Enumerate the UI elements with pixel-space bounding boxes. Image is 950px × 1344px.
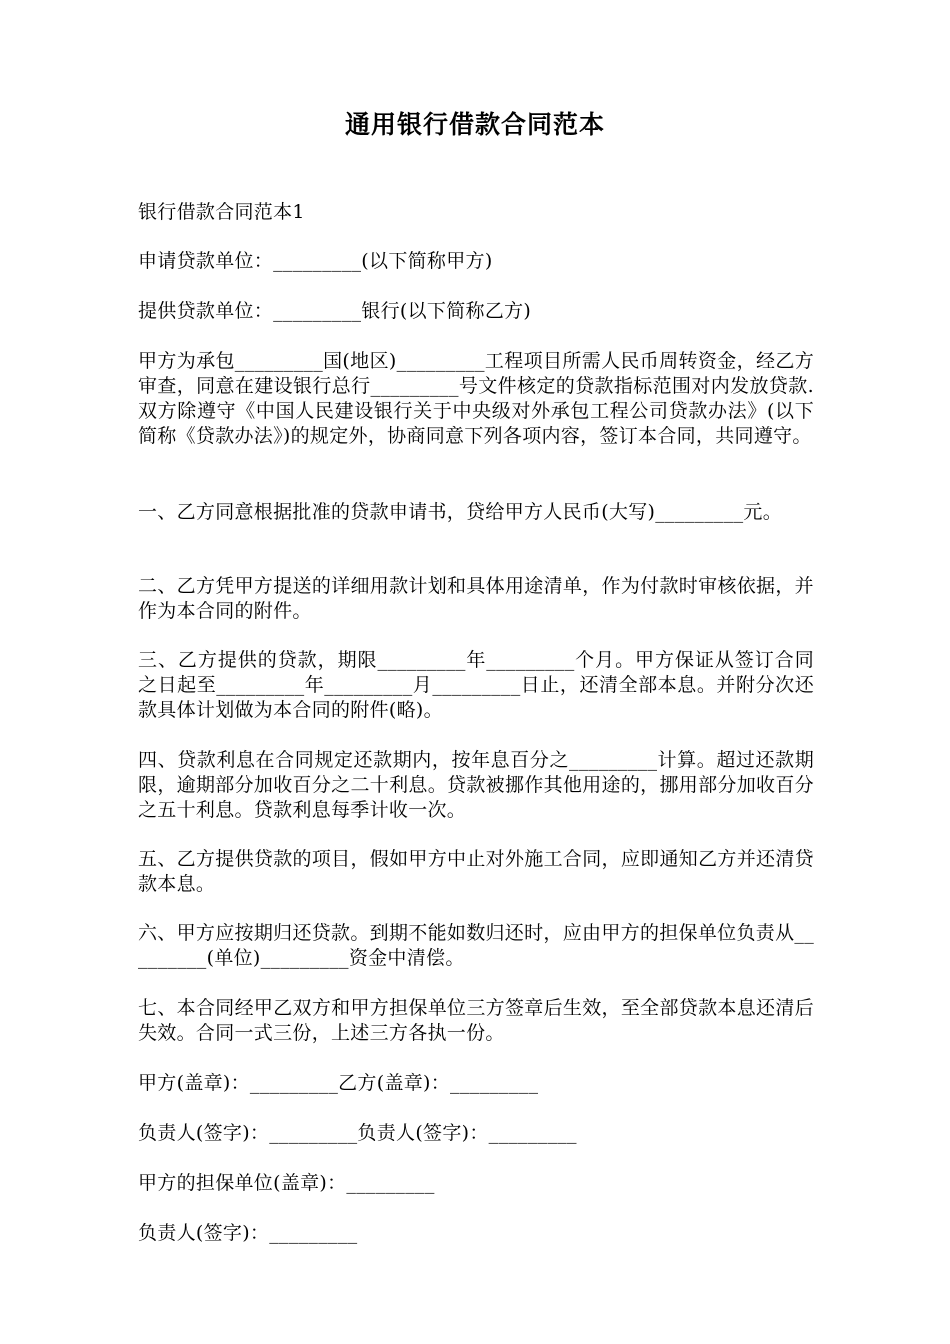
clause-6: 六、甲方应按期归还贷款。到期不能如数归还时，应由甲方的担保单位负责从_________(单位)_________资金中清偿。 <box>138 922 814 969</box>
responsible-signature-line: 负责人(签字)：_________负责人(签字)：_________ <box>138 1122 577 1144</box>
clause-1: 一、乙方同意根据批准的贷款申请书，贷给甲方人民币(大写)_________元。 <box>138 501 783 523</box>
clause-4: 四、贷款利息在合同规定还款期内，按年息百分之_________计算。超过还款期限，逾期部分加收百分之二十利息。贷款被挪作其他用途的，挪用部分加收百分之五十利息。贷款利息每季计收一次。 <box>138 749 814 821</box>
party-seal-line: 甲方(盖章)：_________乙方(盖章)：_________ <box>138 1072 539 1094</box>
document-title: 通用银行借款合同范本 <box>344 110 605 139</box>
clause-5: 五、乙方提供贷款的项目，假如甲方中止对外施工合同，应即通知乙方并还清贷款本息。 <box>138 848 814 895</box>
applicant-unit-line: 申请贷款单位：_________(以下简称甲方) <box>138 250 493 272</box>
preamble-paragraph: 甲方为承包_________国(地区)_________工程项目所需人民币周转资金，经乙方审查，同意在建设银行总行_________号文件核定的贷款指标范围对内发放贷款.双方除遵守《中国人民建设银行关于中央级对外承包工程公司贷款办法》(以下简称《贷款办法》)的规定外，协商同意下列各项内容，签订本合同，共同遵守。 <box>138 350 814 447</box>
guarantor-responsible-signature-line: 负责人(签字)：_________ <box>138 1222 358 1244</box>
contract-subtitle: 银行借款合同范本1 <box>138 201 305 223</box>
guarantor-seal-line: 甲方的担保单位(盖章)：_________ <box>138 1172 435 1194</box>
lender-unit-line: 提供贷款单位：_________银行(以下简称乙方) <box>138 300 532 322</box>
clause-2: 二、乙方凭甲方提送的详细用款计划和具体用途清单，作为付款时审核依据，并作为本合同的附件。 <box>138 575 814 622</box>
clause-7: 七、本合同经甲乙双方和甲方担保单位三方签章后生效，至全部贷款本息还清后失效。合同一式三份，上述三方各执一份。 <box>138 997 814 1044</box>
clause-3: 三、乙方提供的贷款，期限_________年_________个月。甲方保证从签订合同之日起至_________年_________月_________日止，还清全部本息。并附分次还款具体计划做为本合同的附件(略)。 <box>138 649 814 721</box>
